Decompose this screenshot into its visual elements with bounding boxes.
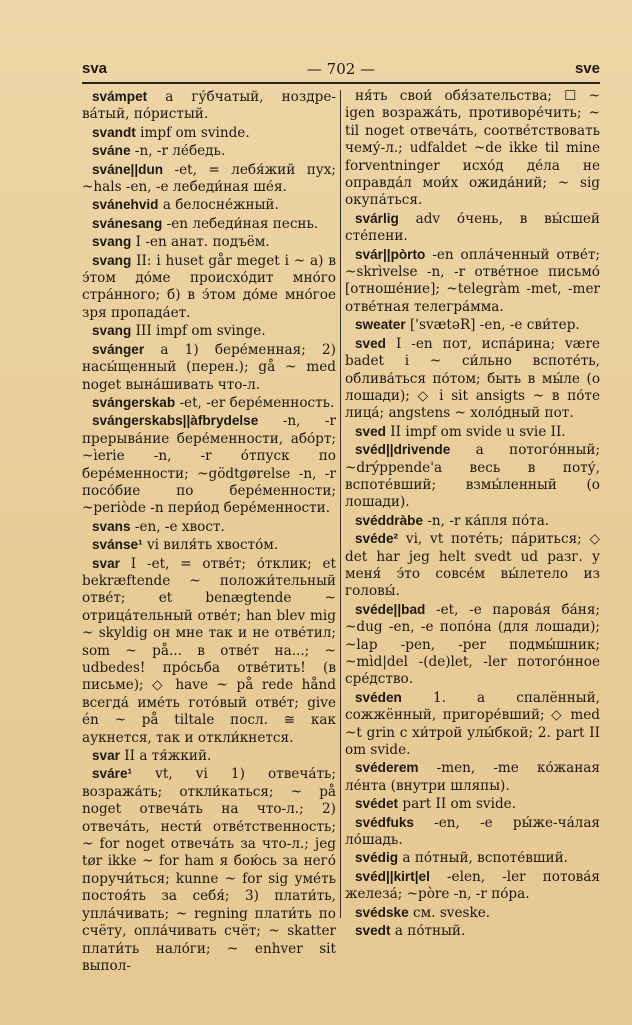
entry-definition: -en, -e ры́же-ча́лая ло́шадь. [345,814,600,849]
entry-headword: svar [92,555,120,571]
dictionary-entry [82,322,336,340]
entry-headword: svéd||kirt|el [355,868,430,884]
dictionary-entry [345,335,600,423]
entry-headword: svans [92,518,131,534]
entry-headword: svánehvid [92,197,159,213]
entry-definition: -et, -er бере́менность. [175,394,335,411]
header-right-guideword: sve [574,60,600,77]
entry-definition: vi виля́ть хвосто́м. [142,537,279,554]
dictionary-entry [82,765,336,975]
dictionary-entry [82,518,336,536]
dictionary-entry [82,233,336,251]
entry-headword: svang [92,252,132,268]
entry-headword: svang [92,234,132,250]
entry-headword: svángerskab [92,394,176,410]
entry-definition: -en лебеди́ная песнь. [162,215,319,232]
entry-headword: svedt [355,923,391,939]
dictionary-entry [345,795,600,813]
header-rule [82,82,600,84]
entry-definition: a потого́нный; ~drýppende'a весь в поту́, вспоте́вший; взмы́ленный (о лошади). [345,442,600,511]
entry-headword: svárlig [355,210,399,226]
entry-headword: svánse¹ [92,537,143,553]
entry-headword: svéde||bad [355,601,426,617]
page-header [82,60,600,82]
entry-definition: -n, -r ка́пля по́та. [423,512,550,529]
dictionary-entry [82,341,336,394]
entry-definition: II: i huset går meget i ~ а) в э́том до́ме происхо́дит мно́го стра́нного; б) в э́том до́ме мно́гое зря пропада́ет. [82,252,336,321]
entry-definition: I -et, = отве́т; о́тклик; et bekræftende ~ положи́тельный отве́т; et benægtende ~ отрица́тельный отве́т; han blev mig ~ skyldig он мне так и не отве́тил; som ~ på... в отве́т на...; ~ udbedes! про́сьба отве́тить! (в письме); ◇ have ~ på rede hånd всегда́ име́ть гото́вый отве́т; give én ~ på tiltale посл. ≅ как аукнется, так и откли́кнется. [82,555,336,746]
dictionary-entry [345,601,600,689]
dictionary-entry [345,246,600,317]
dictionary-entry [345,512,600,530]
dictionary-entry [82,124,336,142]
entry-definition: см. sveske. [408,904,491,921]
entry-definition: II impf om svide u svie II. [385,423,566,440]
entry-definition: III impf om svinge. [131,323,266,340]
entry-headword: svámpet [92,89,148,104]
header-left-guideword: sva [82,60,108,77]
dictionary-entry [82,555,336,747]
dictionary-entry [82,142,336,160]
left-column [82,88,336,974]
dictionary-entry [82,215,336,233]
entry-headword: svár||pòrto [355,246,426,262]
entry-definition: adv о́чень, в вы́сшей сте́пени. [345,210,600,245]
entry-definition: impf om svinde. [135,124,250,141]
page-number: — 702 — [306,60,376,78]
dictionary-entry [345,814,600,850]
entry-definition: ня́ть свои́ обя́зательства; ☐ ~ igen возража́ть, противоре́чить; ~ til noget отвеча́ть, соотве́тствовать чему́-л.; udfaldet ~de ikke til mine forventninger исхо́д де́ла не оправда́л мои́х ожида́ний; ~ sig окупа́ться. [345,88,600,209]
entry-headword: svar [92,748,120,764]
entry-headword: svédet [355,796,399,812]
right-column [345,88,600,940]
entry-headword: svédfuks [355,814,414,830]
entry-definition: ['svætəR] -en, -e сви́тер. [405,317,580,334]
entry-definition: -et, = лебя́жий пух; ~hals -en, -e лебеди́ная ше́я. [82,161,336,196]
entry-headword: sváne||dun [92,161,164,177]
column-divider [340,90,341,918]
entry-headword: sváne [92,143,131,159]
entry-definition: -et, -e парова́я ба́ня; ~dug -en, -e попо́на (для лошади); ~lap -pen, -per подмы́шник; ~mìd|del -(de)let, -ler потого́нное сре́дство. [345,601,600,688]
entry-headword: svédig [355,850,399,866]
entry-headword: svángerskabs||àfbrydelse [92,413,259,429]
dictionary-entry [345,759,600,795]
entry-definition: part II om svide. [398,796,517,813]
entry-definition: -n, -r ле́бедь. [130,143,226,160]
dictionary-entry [345,868,600,904]
dictionary-entry [82,252,336,323]
dictionary-entry [82,412,336,517]
dictionary-entry [345,849,600,867]
dictionary-entry [345,210,600,246]
entry-headword: sváre¹ [92,766,133,782]
dictionary-entry [345,441,600,512]
entry-headword: sved [355,423,386,439]
entry-headword: svéde² [355,531,399,547]
entry-definition: II a тя́жкий. [119,748,212,765]
entry-headword: svánger [92,341,145,357]
entry-headword: sweater [355,317,406,333]
dictionary-entry [345,316,600,334]
entry-definition: a 1) бере́менная; 2) насы́щенный (перен.); gå ~ med noget вына́шивать что-л. [82,341,336,393]
dictionary-entry [82,196,336,214]
entry-definition: I -en анат. подъём. [131,234,270,251]
entry-definition: 1. a спалённый, сожжённый, пригоре́вший; ◇ med ~t grin с хи́трой улы́бкой; 2. part II om svide. [345,689,600,759]
dictionary-entry [345,922,600,940]
entry-definition: vt, vi 1) отвеча́ть; возража́ть; откли́каться; ~ på noget отвеча́ть на что-л.; 2) отвеча́ть, нести́ отве́тственность; ~ for noget отвеча́ть за что-л.; jeg tør ikke ~ for ham я бою́сь за него́ поручи́ться; kunne ~ for sig уме́ть постоя́ть за себя́; 3) плати́ть, упла́чивать; ~ regning плати́ть по счёту, опла́чивать счёт; ~ skatter плати́ть нало́ги; ~ enhver sit выпол- [82,766,336,974]
entry-headword: svéd||drivende [355,442,451,458]
dictionary-entry [345,530,600,601]
entry-headword: svandt [92,124,136,140]
entry-definition: -n, -r прерыва́ние бере́менности, або́рт; ~ìerie -n, -r о́тпуск по бере́менности; ~gödtgørelse -n, -r посо́бие по бере́менности; ~periòde -n пери́од бере́менности. [82,413,336,517]
entry-definition: a по́тный. [390,923,466,940]
entry-definition: vi, vt поте́ть; па́риться; ◇ det har jeg helt svedt ud разг. у меня́ э́то совсе́м вы́летело из головы́. [345,531,600,600]
entry-headword: svédske [355,904,409,920]
entry-headword: svéden [355,689,402,705]
dictionary-entry [345,423,600,441]
entry-headword: sved [355,335,386,351]
entry-definition: a гу́бчатый, ноздре-ва́тый, по́ристый. [82,89,336,123]
dictionary-entry [82,747,336,765]
entry-headword: svánesang [92,215,163,231]
entry-definition: a белосне́жный. [158,197,279,214]
entry-definition: I -en пот, испа́рина; være badet i ~ си́льно вспоте́ть, облива́ться по́том; быть в мы́ле (о лошади); ◇ i sit ansigts ~ в по́те лица́; angstens ~ холо́дный пот. [345,335,600,422]
entry-definition: -en опла́ченный отве́т; ~skrìvelse -n, -r отве́тное письмо́ [отноше́ние]; ~telegràm -met, -mer отве́тная телегра́мма. [345,246,600,315]
entry-headword: svang [92,323,132,339]
dictionary-entry [345,904,600,922]
dictionary-entry [82,88,336,124]
dictionary-entry [345,689,600,760]
entry-headword: svéderem [355,760,419,776]
entry-definition: a по́тный, вспоте́вший. [398,850,568,867]
entry-definition: -en, -e хвост. [130,518,225,535]
dictionary-entry [82,536,336,554]
entry-definition: -elen, -ler потова́я железа́; ~pòre -n, -r по́ра. [345,868,600,903]
entry-headword: svéddràbe [355,512,424,528]
dictionary-entry [82,394,336,412]
dictionary-entry [82,161,336,197]
dictionary-entry [345,88,600,210]
entry-definition: -men, -me ко́жаная ле́нта (внутри шляпы). [345,760,600,794]
